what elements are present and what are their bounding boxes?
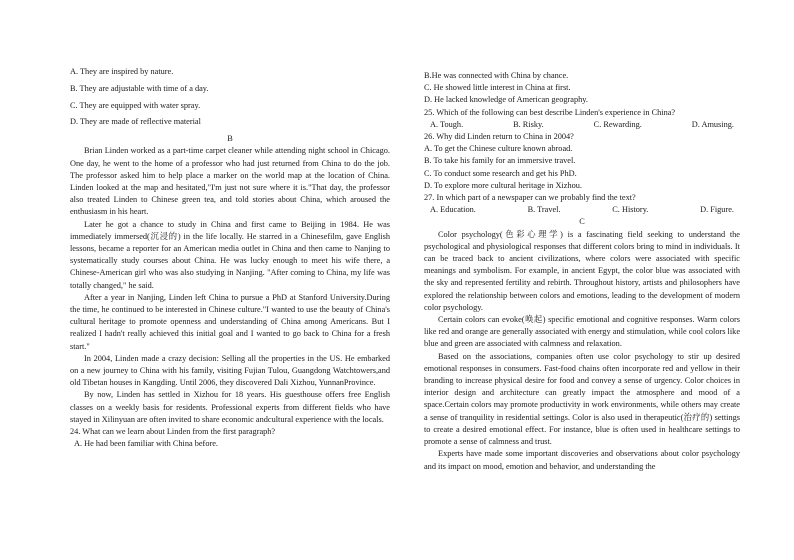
section-c-heading: C: [579, 217, 585, 227]
q27-option-b: B. Travel.: [527, 205, 561, 215]
passage-c-paragraph-1: Color psychology(色彩心理学) is a fascinating field seeking to understand the psychological and physiological responses that different colors bring to mind in individuals. It can be traced back to ancient civilizations, where colors were associated with specific meanings and symbolism. For example, in ancient Egypt, the color blue was associated with the sky and represented fertility and rebirth. Throughout history, artists and philosophers have explored the relationship between colors and emotions, leading to the development of modern color psychology.: [424, 229, 740, 312]
q25-option-c: C. Rewarding.: [593, 119, 642, 129]
question-24-option-a: A. He had been familiar with China before.: [74, 439, 218, 449]
question-25: 25. Which of the following can best describe Linden's experience in China?: [424, 107, 676, 117]
q26-option-b: B. To take his family for an immersive travel.: [424, 156, 576, 166]
passage-b-paragraph-4: In 2004, Linden made a crazy decision: Selling all the properties in the US. He embarked on a new journey to China with his family, visiting Fujian Tulou, Guangdong Watchtowers,and old Tibetan houses in Kangding. Until 2006, they discovered Dali Xizhou, YunnanProvince.: [70, 353, 390, 388]
q27-option-d: D. Figure.: [700, 205, 734, 215]
prev-option-c: C. They are equipped with water spray.: [70, 100, 201, 110]
q27-option-a: A. Education.: [430, 205, 476, 215]
passage-c-paragraph-4: Experts have made some important discoveries and observations about color psychology and its impact on mood, emotion and behavior, and understanding the: [424, 449, 740, 471]
question-24-option-d: D. He lacked knowledge of American geography.: [424, 95, 588, 105]
q27-option-c: C. History.: [612, 205, 649, 215]
q26-option-d: D. To explore more cultural heritage in Xizhou.: [424, 180, 583, 190]
q25-option-b: B. Risky.: [513, 119, 544, 129]
q25-option-a: A. Tough.: [430, 119, 464, 129]
q26-option-c: C. To conduct some research and get his PhD.: [424, 168, 577, 178]
passage-c-paragraph-3: Based on the associations, companies often use color psychology to stir up desired emotional responses in consumers. Fast-food chains often incorporate red and yellow in their branding to increase physical desire for food and convey a sense of urgency. Color choices in interior design and architecture can greatly impact the atmosphere and mood of a space.Certain colors may promote productivity in work environments, while others may create a sense of tranquility in residential settings. Color is also used in therapeutic(治疗的) settings to create a desired emotional effect. For instance, blue is often used in healthcare settings to promote a sense of calmness and trust.: [424, 351, 740, 447]
question-26: 26. Why did Linden return to China in 2004?: [424, 132, 574, 142]
passage-b-paragraph-1: Brian Linden worked as a part-time carpet cleaner while attending night school in Chicago. One day, he went to the home of a professor who had just returned from China to do the job. The professor asked him to help place a marker on the world map at the location of China. Linden looked at the map and hesitated,"I'm just not sure where it is."That day, the professor also treated Linden to Chinese green tea, and told stories about China, which aroused the enthusiasm in his heart.: [70, 146, 390, 217]
q26-option-a: A. To get the Chinese culture known abroad.: [424, 144, 573, 154]
prev-option-d: D. They are made of reflective material: [70, 117, 201, 127]
left-column: [70, 66, 390, 450]
question-24: 24. What can we learn about Linden from the first paragraph?: [70, 427, 276, 437]
question-27-options: [424, 204, 740, 216]
prev-option-a: A. They are inspired by nature.: [70, 67, 174, 76]
passage-b-paragraph-3: After a year in Nanjing, Linden left China to pursue a PhD at Stanford University.During the time, he continued to be interested in Chinese culture."I wanted to use the beauty of China's cultural heritage to promote openness and understanding of China among Americans. But I realized I hadn't really achieved this initial goal and I wanted to go back to China for a fresh start.": [70, 292, 390, 351]
right-column: [424, 70, 740, 473]
question-27: 27. In which part of a newspaper can we probably find the text?: [424, 193, 636, 203]
question-24-option-b: B.He was connected with China by chance.: [424, 71, 569, 80]
section-b-heading: B: [227, 134, 233, 144]
passage-b-paragraph-2: Later he got a chance to study in China and first came to Beijing in 1984. He was immediately immersed(沉浸的) in the life locally. He starred in a Chinesefilm, gave English lessons, became a reporter for an American media outlet in China and then came to Nanjing to systematically study courses about China. He was lucky enough to meet his wife there, a Chinese-American girl who was also studying in Nanjing. "After coming to China, my life was totally changed," he said.: [70, 219, 390, 290]
passage-c-paragraph-2: Certain colors can evoke(唤起) specific emotional and cognitive responses. Warm colors like red and orange are generally associated with energy and stimulation, while cool colors like blue and green are associated with calmness and relaxation.: [424, 315, 740, 349]
q25-option-d: D. Amusing.: [691, 119, 734, 129]
prev-option-b: B. They are adjustable with time of a day.: [70, 83, 209, 93]
question-24-option-c: C. He showed little interest in China at first.: [424, 83, 571, 93]
passage-b-paragraph-5: By now, Linden has settled in Xizhou for 18 years. His guesthouse offers free English classes on a weekly basis for residents. Professional experts from different fields who have stayed in Xilinyuan are often invited to share economic andcultural experience with the locals.: [70, 390, 390, 424]
question-25-options: [424, 119, 740, 131]
